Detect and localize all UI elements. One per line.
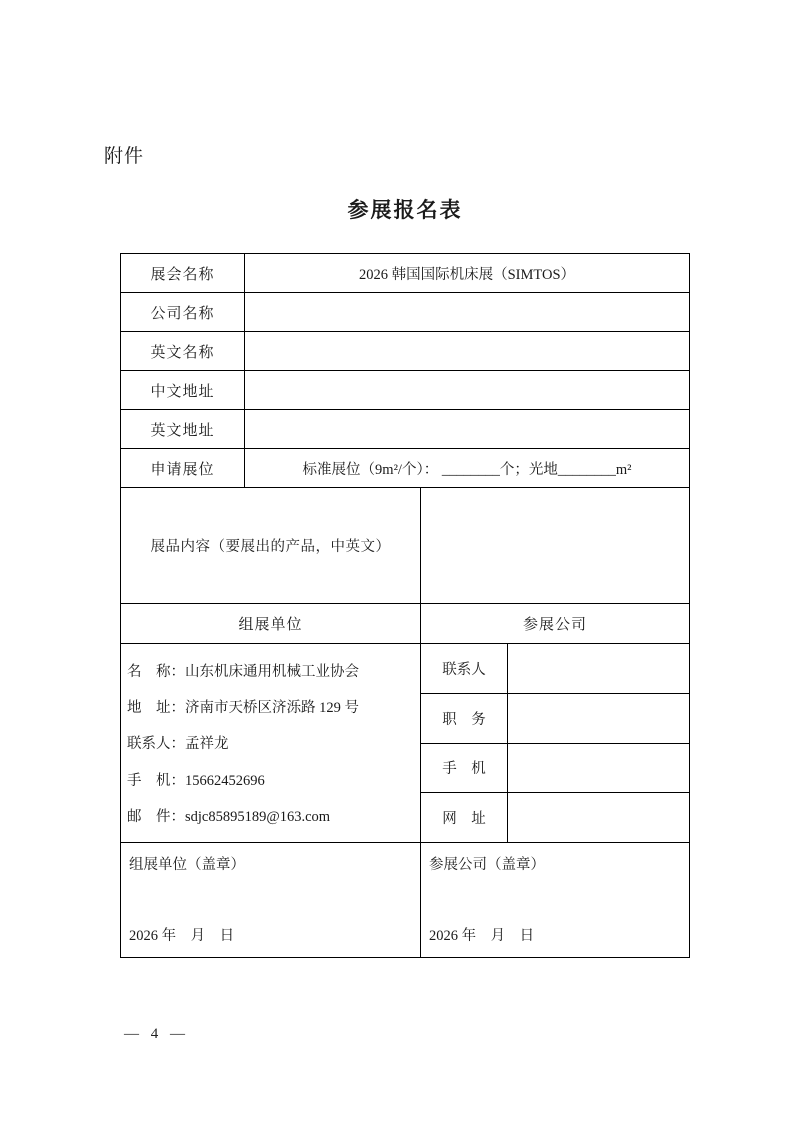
- exhibitor-field-mobile: [421, 744, 689, 794]
- field-value-english-name: [244, 332, 689, 370]
- organizer-mobile-line: 手 机：15662452696: [127, 772, 265, 789]
- field-label-chinese-address: 中文地址: [150, 382, 215, 400]
- table-row-contact-section: [121, 644, 689, 843]
- exhibitor-field-position: [421, 694, 689, 744]
- exhibitor-stamp-label: 参展公司（盖章）: [429, 857, 545, 873]
- exhibitor-contact-value: [508, 644, 689, 693]
- exhibits-value-cell: [420, 488, 689, 603]
- organizer-name-line: 名 称：山东机床通用机械工业协会: [127, 663, 359, 680]
- field-label-english-name: 英文名称: [150, 343, 215, 361]
- table-row-exhibits: [121, 488, 689, 604]
- organizer-stamp-cell: [121, 843, 420, 957]
- table-row-english-name: [121, 332, 689, 371]
- field-label-english-address: 英文地址: [150, 421, 215, 439]
- table-row-english-address: [121, 410, 689, 449]
- exhibitor-contact-label: 联系人: [421, 644, 508, 693]
- exhibitor-fields-cell: [420, 644, 689, 842]
- exhibitor-position-value: [508, 694, 689, 743]
- table-row-section-headers: [121, 604, 689, 644]
- page-number: — 4 —: [124, 1026, 189, 1042]
- exhibits-label: 展品内容（要展出的产品，中英文）: [150, 539, 391, 555]
- organizer-info-cell: [121, 644, 420, 842]
- table-row-exhibition-name: [121, 254, 689, 293]
- organizer-header: 组展单位: [238, 616, 303, 633]
- field-value-company-name: [244, 293, 689, 331]
- exhibitor-field-website: [421, 793, 689, 842]
- exhibitor-header: 参展公司: [420, 604, 689, 643]
- page-title: 参展报名表: [347, 198, 463, 222]
- exhibitor-website-label: 网 址: [421, 793, 508, 842]
- organizer-date-line: 2026 年 月 日: [129, 928, 235, 944]
- field-label-booth-application: 申请展位: [150, 460, 215, 478]
- field-value-booth-application: 标准展位（9m²/个）： ________个；光地________m²: [244, 449, 689, 487]
- exhibitor-mobile-label: 手 机: [421, 744, 508, 793]
- field-label-company-name: 公司名称: [150, 304, 215, 322]
- table-row-company-name: [121, 293, 689, 332]
- field-value-exhibition-name: 2026 韩国国际机床展（SIMTOS）: [244, 254, 689, 292]
- field-value-chinese-address: [244, 371, 689, 409]
- exhibitor-stamp-cell: [420, 843, 689, 957]
- exhibitor-website-value: [508, 793, 689, 842]
- organizer-stamp-label: 组展单位（盖章）: [129, 857, 245, 873]
- exhibitor-field-contact: [421, 644, 689, 694]
- exhibitor-position-label: 职 务: [421, 694, 508, 743]
- organizer-contact-line: 联系人：孟祥龙: [127, 736, 229, 753]
- organizer-email-line: 邮 件：sdjc85895189@163.com: [127, 809, 331, 826]
- registration-form-table: [120, 253, 690, 958]
- table-row-chinese-address: [121, 371, 689, 410]
- table-row-booth-application: [121, 449, 689, 488]
- organizer-address-line: 地 址：济南市天桥区济泺路 129 号: [127, 700, 359, 717]
- attachment-label: 附件: [104, 146, 145, 167]
- field-label-exhibition-name: 展会名称: [150, 265, 215, 283]
- exhibitor-date-line: 2026 年 月 日: [429, 928, 535, 944]
- table-row-stamps: [121, 843, 689, 957]
- exhibitor-mobile-value: [508, 744, 689, 793]
- field-value-english-address: [244, 410, 689, 448]
